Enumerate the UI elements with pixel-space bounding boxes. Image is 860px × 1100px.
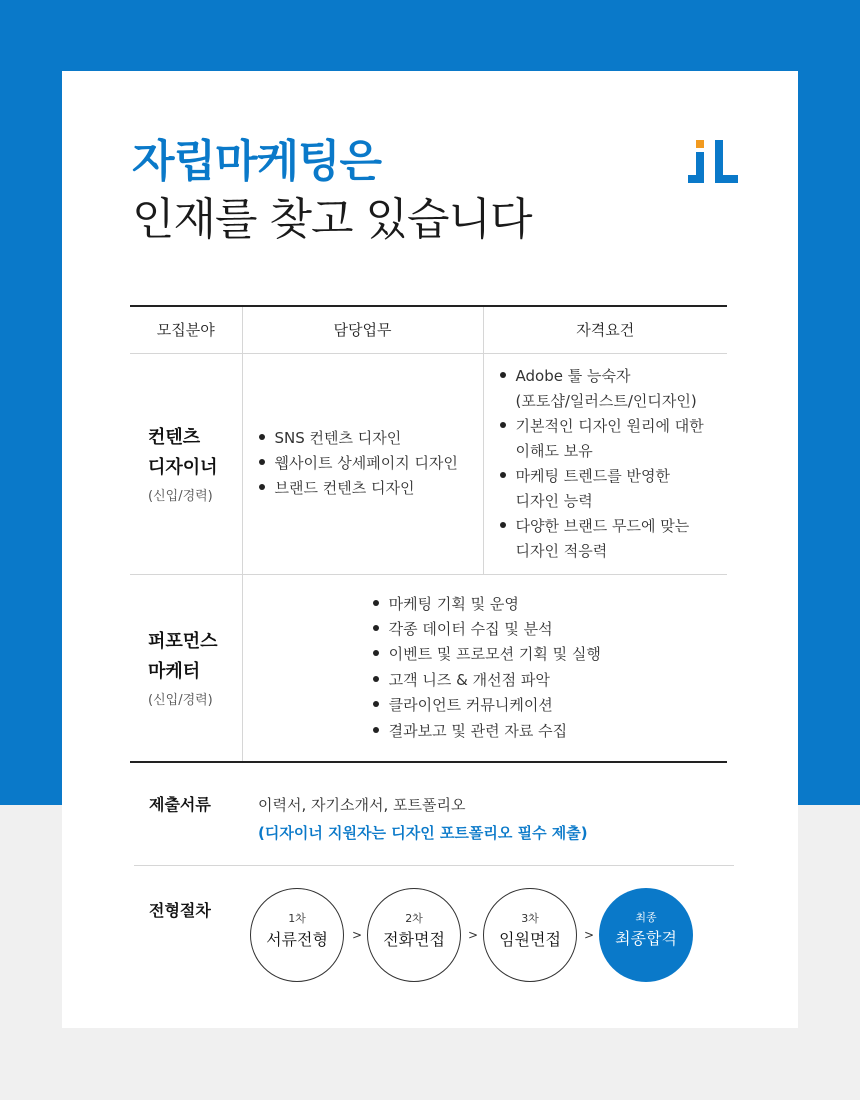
field-designer bbox=[130, 353, 242, 574]
process-step-final bbox=[599, 888, 693, 982]
company-logo bbox=[688, 137, 740, 189]
documents-note: (디자이너 지원자는 디자인 포트폴리오 필수 제출) bbox=[258, 824, 588, 842]
headline-line2: 인재를 찾고 있습니다 bbox=[132, 194, 532, 245]
step-name: 최종합격 bbox=[615, 929, 677, 948]
field-name bbox=[148, 423, 242, 483]
step-name: 임원면접 bbox=[499, 930, 561, 949]
duties-designer bbox=[242, 353, 483, 574]
list-item: 이벤트 및 프로모션 기획 및 실행 bbox=[369, 642, 601, 667]
field-name-line2: 디자이너 bbox=[148, 457, 218, 478]
field-name-line1: 퍼포먼스 bbox=[148, 631, 218, 653]
list-item: 브랜드 컨텐츠 디자인 bbox=[255, 476, 483, 501]
step-stage: 최종 bbox=[635, 911, 657, 924]
process-step-3 bbox=[483, 888, 577, 982]
step-separator: > bbox=[584, 928, 595, 942]
step-stage: 1차 bbox=[288, 912, 306, 925]
duties-marketer bbox=[242, 574, 727, 762]
list-item-line: Adobe 툴 능숙자 bbox=[515, 366, 631, 385]
list-item: 결과보고 및 관련 자료 수집 bbox=[369, 719, 601, 744]
list-item: 클라이언트 커뮤니케이션 bbox=[369, 693, 601, 718]
documents-label: 제출서류 bbox=[149, 795, 211, 814]
quals-designer bbox=[483, 353, 727, 574]
header-duties: 담당업무 bbox=[242, 306, 483, 353]
table-row-designer bbox=[130, 353, 727, 574]
list-item-line: 디자인 적응력 bbox=[515, 541, 608, 560]
step-name: 전화면접 bbox=[383, 930, 445, 949]
list-item-line: (포토샵/일러스트/인디자인) bbox=[515, 391, 697, 410]
documents-text: 이력서, 자기소개서, 포트폴리오 bbox=[258, 796, 466, 814]
field-name bbox=[148, 627, 242, 687]
header-qualifications: 자격요건 bbox=[483, 306, 727, 353]
step-separator: > bbox=[352, 928, 363, 942]
header-field: 모집분야 bbox=[130, 306, 242, 353]
list-item: 마케팅 기획 및 운영 bbox=[369, 592, 601, 617]
process-step-1 bbox=[250, 888, 344, 982]
headline-line1: 자립마케팅은 bbox=[132, 136, 382, 187]
list-item: SNS 컨텐츠 디자인 bbox=[255, 426, 483, 451]
process-label: 전형절차 bbox=[149, 901, 211, 920]
table-row-marketer bbox=[130, 574, 727, 762]
list-item bbox=[496, 364, 728, 414]
field-type: (신입/경력) bbox=[148, 693, 213, 709]
list-item-line: 마케팅 트렌드를 반영한 bbox=[515, 466, 670, 485]
field-name-line1: 컨텐츠 bbox=[148, 427, 201, 448]
list-item-line: 다양한 브랜드 무드에 맞는 bbox=[515, 516, 690, 535]
field-marketer bbox=[130, 574, 242, 762]
list-item-line: 기본적인 디자인 원리에 대한 bbox=[515, 416, 704, 435]
step-separator: > bbox=[468, 928, 479, 942]
section-divider bbox=[134, 865, 734, 866]
list-item bbox=[496, 514, 728, 564]
field-type: (신입/경력) bbox=[148, 489, 213, 504]
recruitment-card bbox=[62, 71, 798, 1028]
list-item-line: 디자인 능력 bbox=[515, 491, 593, 510]
list-item: 고객 니즈 & 개선점 파악 bbox=[369, 668, 601, 693]
list-item: 각종 데이터 수집 및 분석 bbox=[369, 617, 601, 642]
table-header-row bbox=[130, 306, 727, 353]
recruitment-table bbox=[130, 305, 727, 763]
field-name-line2: 마케터 bbox=[148, 661, 201, 683]
list-item bbox=[496, 414, 728, 464]
step-stage: 2차 bbox=[405, 912, 423, 925]
process-step-2 bbox=[367, 888, 461, 982]
headline bbox=[132, 133, 532, 249]
list-item-line: 이해도 보유 bbox=[515, 441, 593, 460]
list-item: 웹사이트 상세페이지 디자인 bbox=[255, 451, 483, 476]
list-item bbox=[496, 464, 728, 514]
step-name: 서류전형 bbox=[266, 930, 328, 949]
step-stage: 3차 bbox=[521, 912, 539, 925]
